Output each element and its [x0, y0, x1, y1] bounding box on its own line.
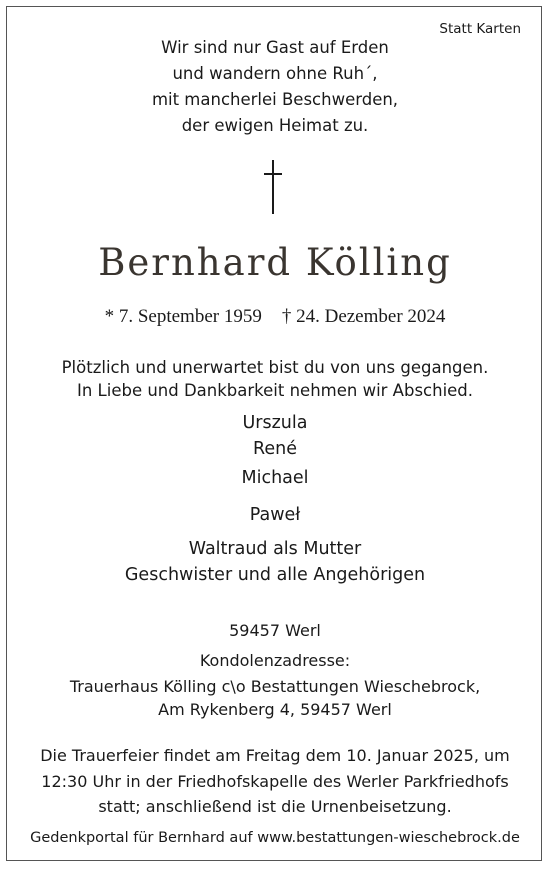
town: 59457 Werl	[229, 621, 321, 640]
mourner-mother: Waltraud als Mutter	[188, 539, 362, 559]
mourner-urszula: Urszula	[242, 413, 308, 433]
mourner-relatives: Geschwister und alle Angehörigen	[124, 565, 426, 585]
condolence-address-line-1: Trauerhaus Kölling c\o Bestattungen Wieschebrock,	[69, 677, 481, 696]
mourner-rene: René	[253, 439, 297, 459]
mourner-michael: Michael	[241, 468, 309, 488]
service-line-3: statt; anschließend ist die Urnenbeisetzung.	[98, 797, 452, 816]
memorial-portal-link[interactable]: Gedenkportal für Bernhard auf www.bestattungen-wieschebrock.de	[30, 830, 520, 846]
poem-line-4: der ewigen Heimat zu.	[181, 116, 369, 135]
condolence-address-line-2: Am Rykenberg 4, 59457 Werl	[158, 700, 392, 719]
life-dates	[0, 306, 550, 328]
poem-line-2: und wandern ohne Ruh´,	[172, 64, 378, 83]
intro-line-2: In Liebe und Dankbarkeit nehmen wir Abschied.	[76, 381, 474, 400]
cross-icon	[262, 160, 284, 214]
poem-line-3: mit mancherlei Beschwerden,	[151, 90, 399, 109]
deceased-name: Bernhard Kölling	[98, 241, 452, 284]
mourner-pawel: Paweł	[249, 505, 301, 525]
intro-line-1: Plötzlich und unerwartet bist du von uns gegangen.	[61, 358, 489, 377]
birth-date: * 7. September 1959	[104, 306, 262, 327]
service-line-1: Die Trauerfeier findet am Freitag dem 10. Januar 2025, um	[40, 746, 510, 765]
statt-karten-label: Statt Karten	[439, 21, 521, 37]
poem-line-1: Wir sind nur Gast auf Erden	[161, 38, 389, 57]
condolence-label: Kondolenzadresse:	[199, 651, 351, 670]
service-line-2: 12:30 Uhr in der Friedhofskapelle des Werler Parkfriedhofs	[41, 772, 509, 791]
death-date: † 24. Dezember 2024	[281, 306, 446, 327]
